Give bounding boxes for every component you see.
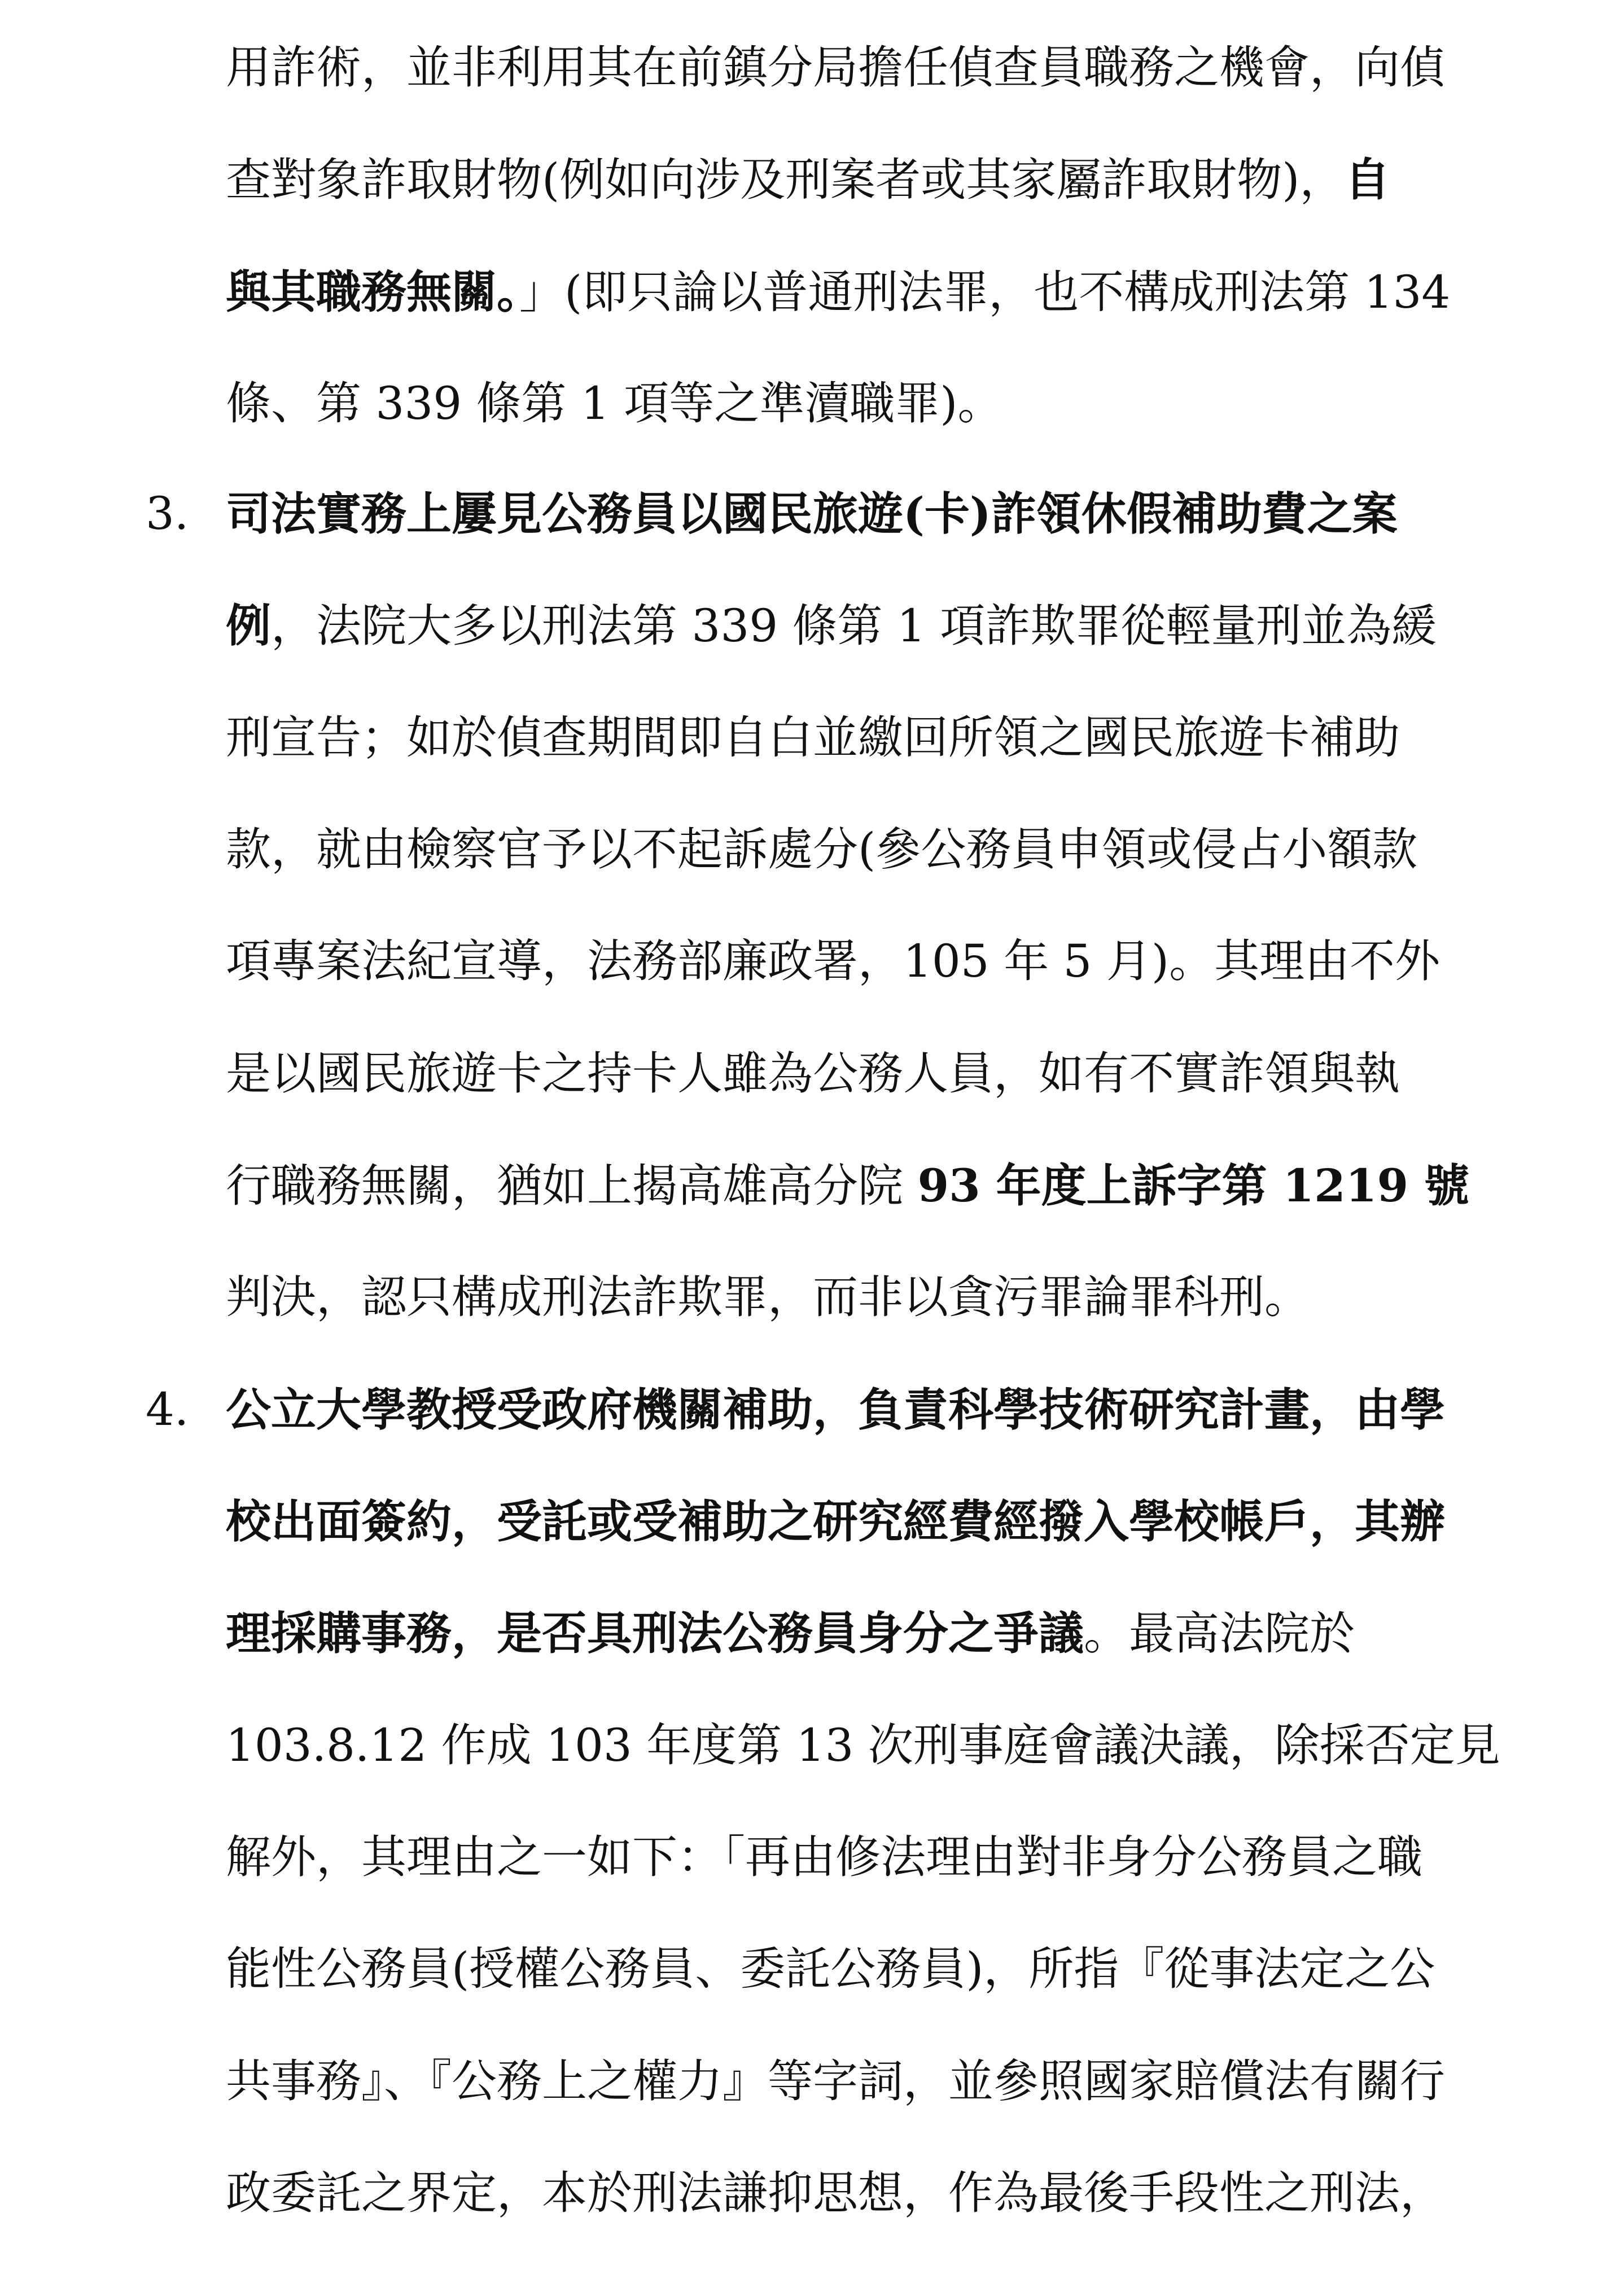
text-run-bold: 與其職務無關。 [226, 265, 519, 318]
text-run-bold: 校出面簽約，受託或受補助之研究經費經撥入學校帳戶，其辦 [226, 1495, 1445, 1548]
text-line [226, 1490, 1541, 1552]
text-run: 能性公務員(授權公務員、委託公務員)，所指『從事法定之公 [226, 1943, 1435, 1995]
text-line [226, 707, 1541, 769]
text-line [226, 37, 1541, 99]
text-line [226, 1938, 1541, 2000]
text-run-bold: 理採購事務，是否具刑法公務員身分之爭議 [226, 1607, 1084, 1660]
text-run: 103.8.12 作成 103 年度第 13 次刑事庭會議決議，除採否定見 [226, 1719, 1500, 1772]
text-line [226, 1266, 1541, 1328]
text-run-bold: 93 年度上訴字第 1219 號 [917, 1159, 1469, 1212]
text-run: 條、第 339 條第 1 項等之準瀆職罪)。 [226, 377, 1003, 430]
text-line [226, 373, 1541, 435]
text-run: 查對象詐取財物(例如向涉及刑案者或其家屬詐取財物)， [226, 154, 1345, 206]
text-run: 行職務無關，猶如上揭高雄高分院 [226, 1160, 918, 1212]
text-line [226, 594, 1541, 657]
text-run-bold: 司法實務上屢見公務員以國民旅遊(卡)詐領休假補助費之案 [226, 487, 1398, 540]
text-line [226, 930, 1541, 992]
text-run: 判決，認只構成刑法詐欺罪，而非以貪污罪論罪科刑。 [226, 1271, 1310, 1323]
text-run-bold: 自 [1345, 153, 1390, 206]
text-run-bold: 公立大學教授受政府機關補助，負責科學技術研究計畫，由學 [226, 1383, 1445, 1436]
text-run: 用詐術，並非利用其在前鎮分局擔任偵查員職務之機會，向偵 [226, 41, 1445, 94]
list-number-3: 3. [146, 487, 189, 540]
text-run: 項專案法紀宣導，法務部廉政署，105 年 5 月)。其理由不外 [226, 935, 1441, 987]
text-line [226, 1826, 1541, 1888]
text-line [226, 261, 1541, 323]
text-line [226, 148, 1541, 211]
text-run: 款，就由檢察官予以不起訴處分(參公務員申領或侵占小額款 [226, 823, 1418, 876]
text-line [226, 1602, 1541, 1664]
text-run: ，法院大多以刑法第 339 條第 1 項詐欺罪從輕量刑並為緩 [271, 600, 1437, 652]
text-line [226, 483, 1541, 545]
text-line [226, 2162, 1541, 2224]
text-line [226, 1379, 1541, 1441]
text-line [226, 2050, 1541, 2113]
text-line [226, 1154, 1541, 1217]
text-run: 。最高法院於 [1084, 1607, 1355, 1660]
text-run-bold: 例 [226, 599, 271, 652]
list-number-4: 4. [146, 1383, 189, 1436]
text-run: 刑宣告；如於偵查期間即自白並繳回所領之國民旅遊卡補助 [226, 711, 1400, 764]
text-run: 解外，其理由之一如下：「再由修法理由對非身分公務員之職 [226, 1831, 1422, 1883]
text-run: 是以國民旅遊卡之持卡人雖為公務人員，如有不實詐領與執 [226, 1047, 1400, 1100]
text-line [226, 819, 1541, 881]
text-run: 」(即只論以普通刑法罪，也不構成刑法第 134 [519, 266, 1451, 318]
text-line [226, 1715, 1541, 1777]
text-line [226, 1043, 1541, 1105]
text-run: 共事務』、『公務上之權力』等字詞，並參照國家賠償法有關行 [226, 2055, 1445, 2107]
text-run: 政委託之界定，本於刑法謙抑思想，作為最後手段性之刑法， [226, 2167, 1445, 2219]
